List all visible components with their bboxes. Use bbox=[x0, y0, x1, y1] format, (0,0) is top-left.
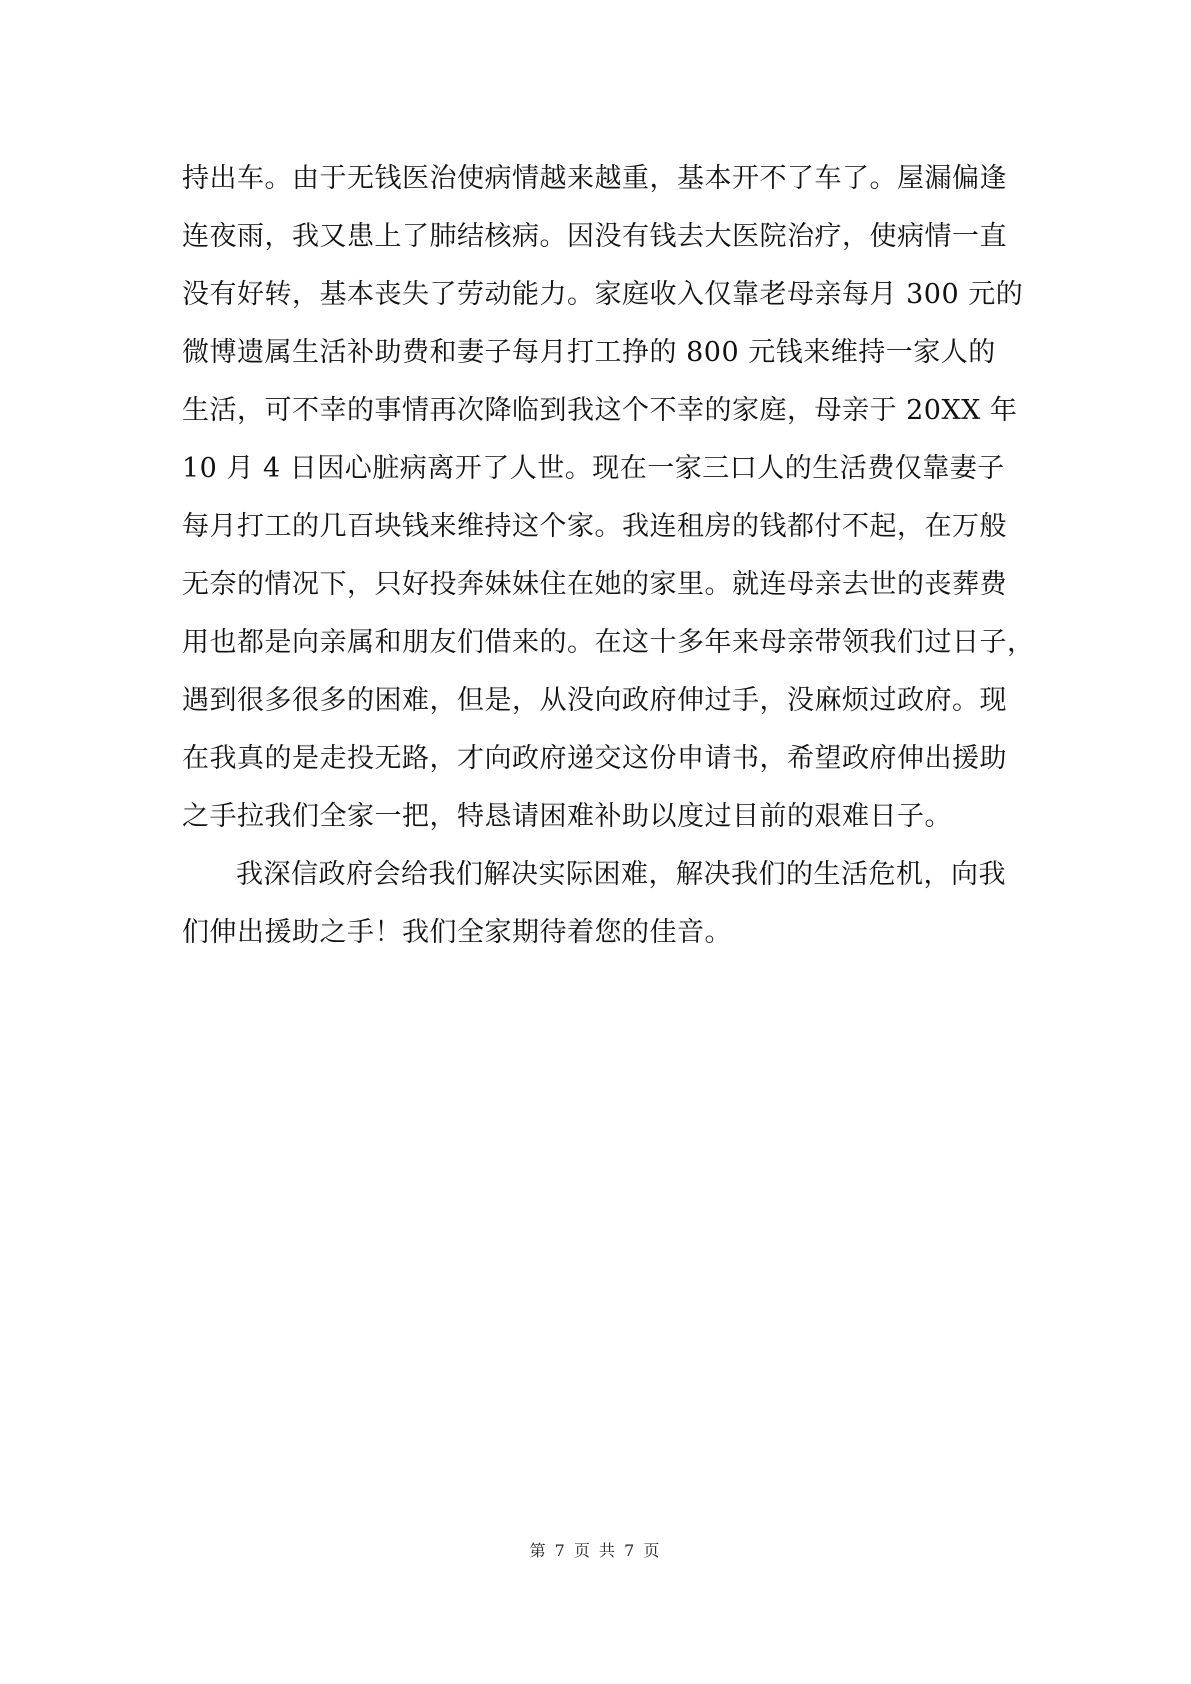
text-line: 每月打工的几百块钱来维持这个家。我连租房的钱都付不起，在万般 bbox=[182, 511, 1007, 542]
text-line: 遇到很多很多的困难，但是，从没向政府伸过手，没麻烦过政府。现 bbox=[182, 685, 1007, 716]
text-line: 连夜雨，我又患上了肺结核病。因没有钱去大医院治疗，使病情一直 bbox=[182, 221, 1007, 252]
paragraph-2 bbox=[182, 846, 1022, 962]
text-line: 在我真的是走投无路，才向政府递交这份申请书，希望政府伸出援助 bbox=[182, 743, 1007, 774]
text-line: 没有好转，基本丧失了劳动能力。家庭收入仅靠老母亲每月 300 元的 bbox=[182, 279, 1024, 310]
text-line: 微博遗属生活补助费和妻子每月打工挣的 800 元钱来维持一家人的 bbox=[182, 337, 996, 368]
text-line: 们伸出援助之手！我们全家期待着您的佳音。 bbox=[182, 917, 732, 948]
text-line: 之手拉我们全家一把，特恳请困难补助以度过目前的艰难日子。 bbox=[182, 801, 952, 832]
text-line: 持出车。由于无钱医治使病情越来越重，基本开不了车了。屋漏偏逢 bbox=[182, 163, 1007, 194]
document-body bbox=[182, 150, 1035, 962]
text-line: 我深信政府会给我们解决实际困难，解决我们的生活危机，向我 bbox=[236, 859, 1006, 890]
text-line: 用也都是向亲属和朋友们借来的。在这十多年来母亲带领我们过日子， bbox=[182, 627, 1035, 658]
paragraph-1 bbox=[182, 150, 1035, 846]
page-number-footer: 第 7 页 共 7 页 bbox=[529, 1541, 662, 1560]
text-line: 无奈的情况下，只好投奔妹妹住在她的家里。就连母亲去世的丧葬费 bbox=[182, 569, 1007, 600]
text-line: 10 月 4 日因心脏病离开了人世。现在一家三口人的生活费仅靠妻子 bbox=[182, 453, 1005, 484]
text-line: 生活，可不幸的事情再次降临到我这个不幸的家庭，母亲于 20XX 年 bbox=[182, 395, 1018, 426]
